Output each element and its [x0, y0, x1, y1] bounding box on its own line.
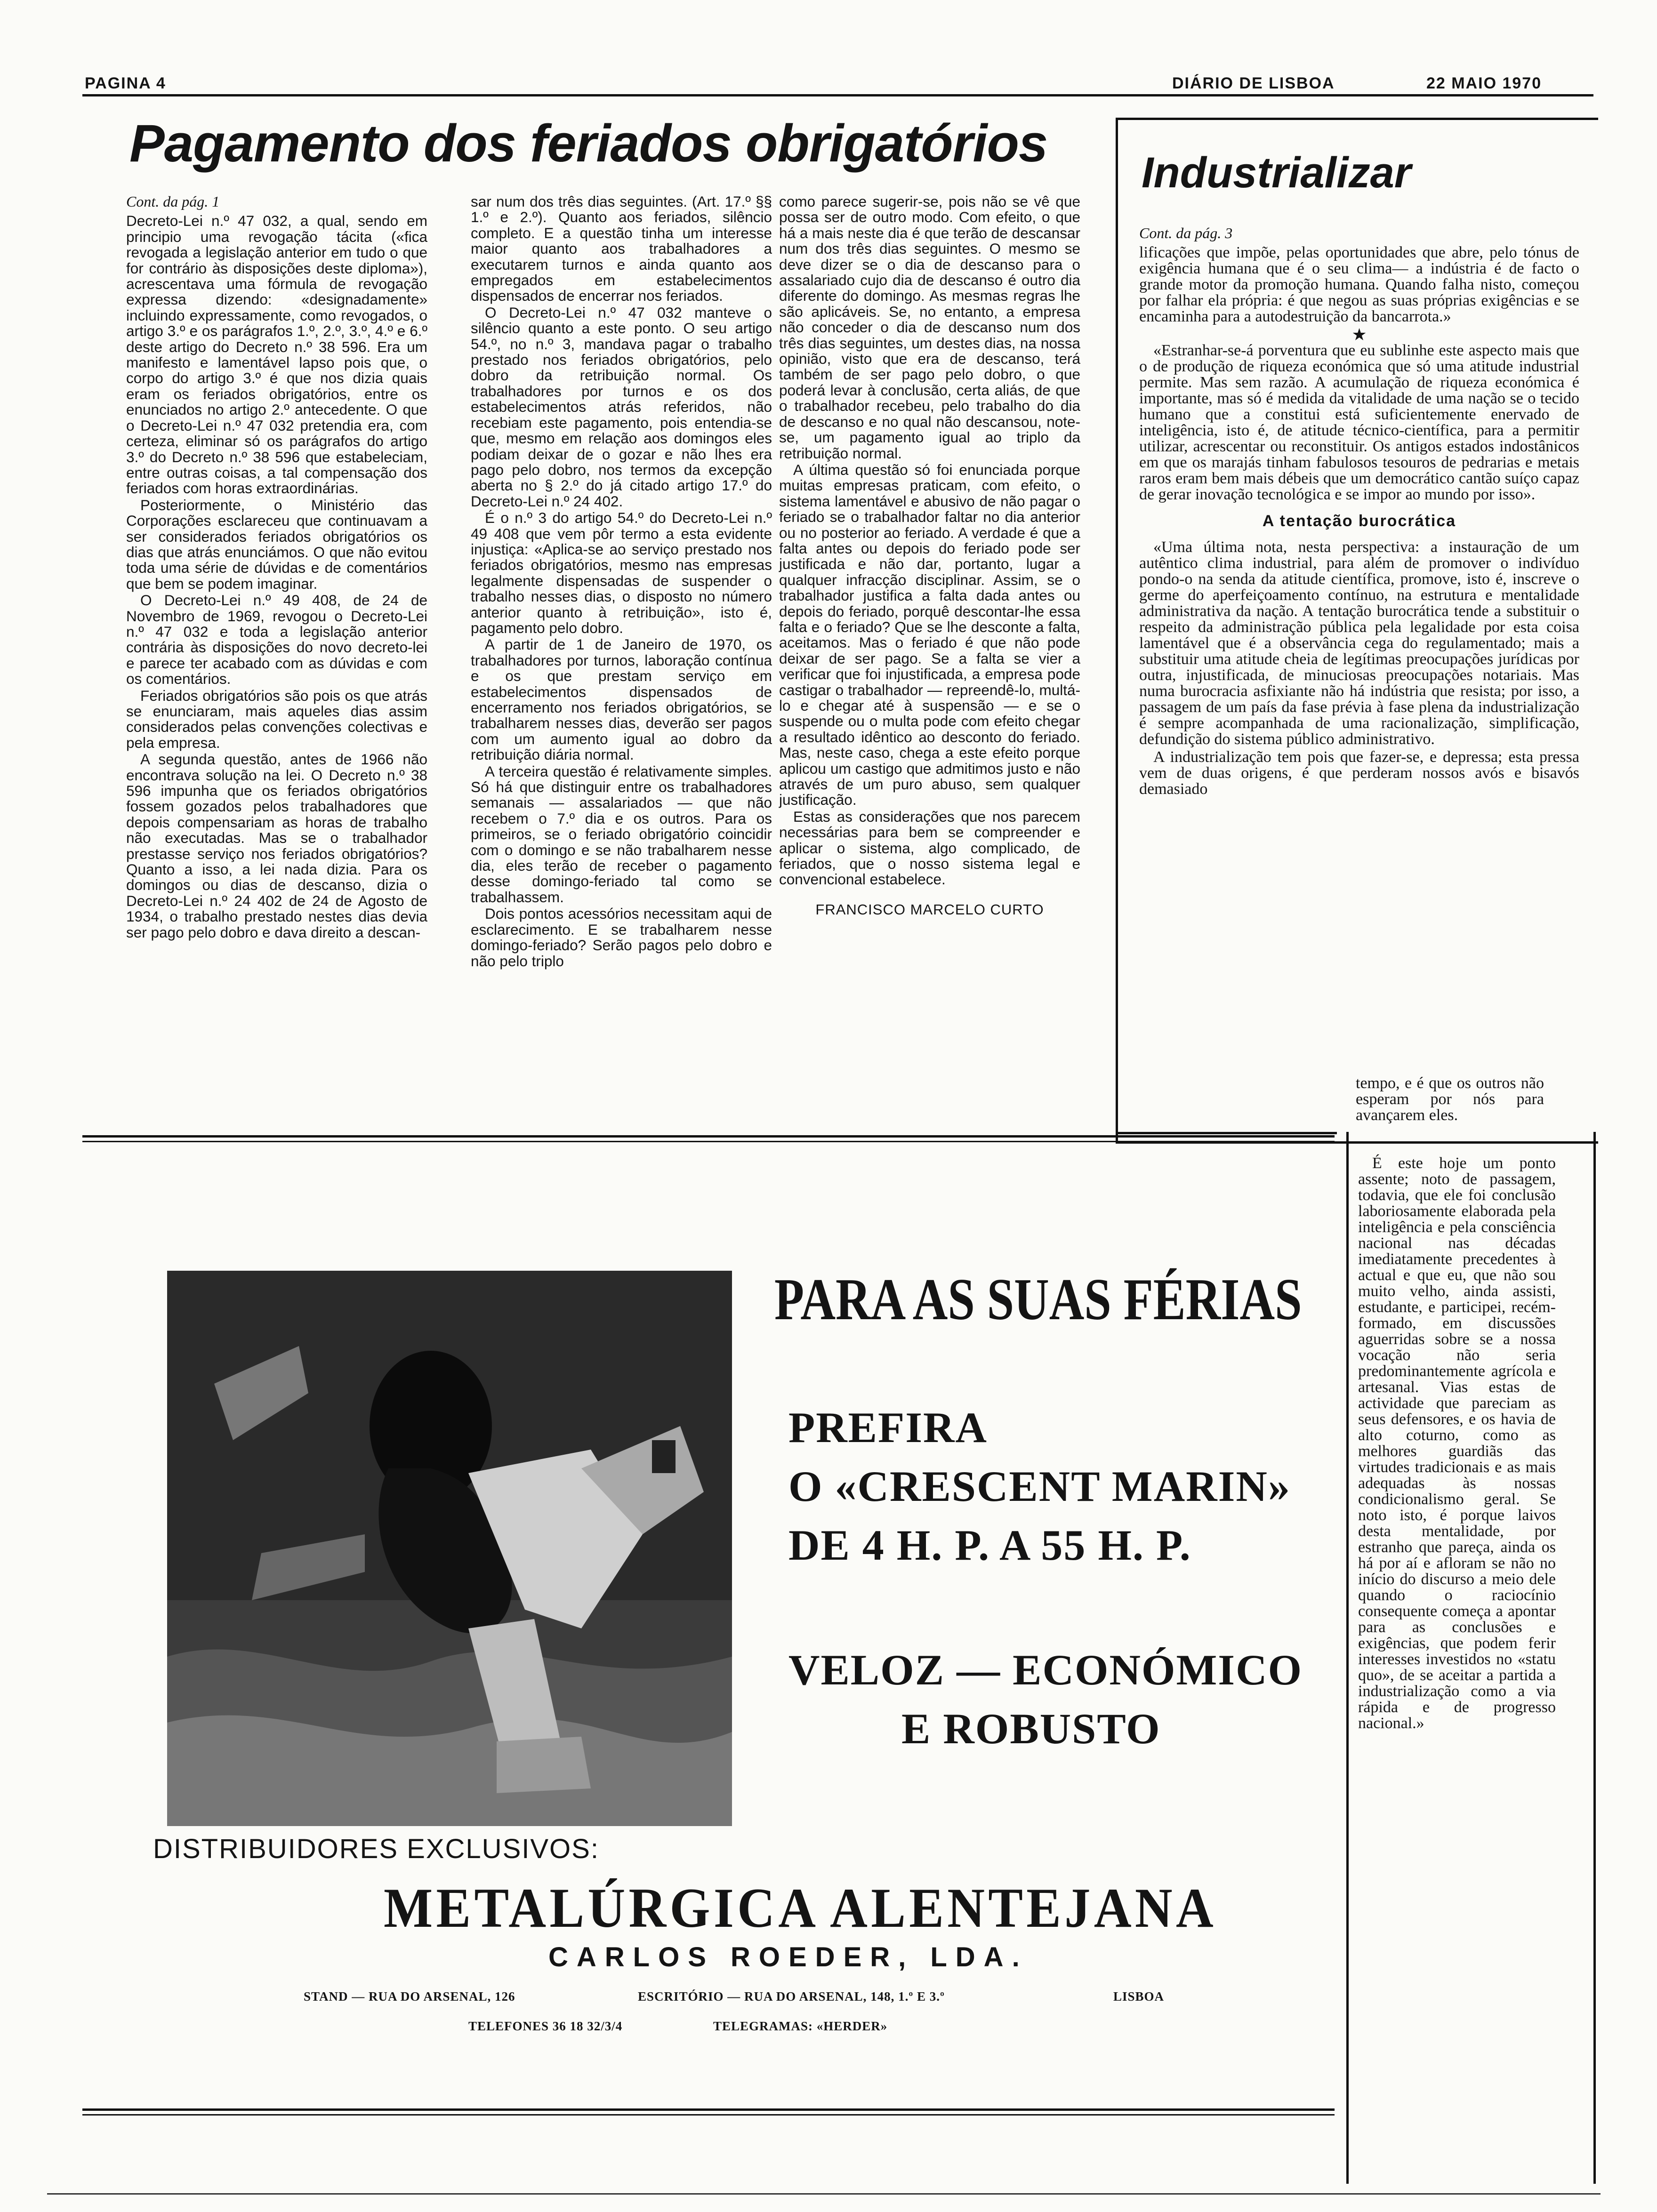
continuation-note: Cont. da pág. 1: [126, 193, 220, 210]
ad-line-4: VELOZ — ECONÓMICO: [788, 1646, 1303, 1694]
ad-line-2: O «CRESCENT MARIN»: [788, 1462, 1291, 1510]
section-rule-double: [82, 1141, 1335, 1142]
side-continuation-note: Cont. da pág. 3: [1139, 224, 1233, 241]
paragraph: O Decreto-Lei n.º 49 408, de 24 de Novembro de 1969, revogou o Decreto-Lei n.º 47 032 e toda a legislação anterior contrária às disposições do novo decreto-lei e parece ter acabado com as dúvidas e com os comentários.: [126, 592, 427, 688]
side-article-body: [1139, 225, 1579, 799]
newspaper-name: DIÁRIO DE LISBOA: [1172, 74, 1335, 92]
side-article-narrow-1: [1356, 1075, 1544, 1125]
paragraph: É este hoje um ponto assente; noto de passagem, todavia, que ele foi conclusão laboriosamente elaborada pela inteligência e pela consciência nacional nas décadas imediatamente precedentes à actual e que eu, que não sou muito velho, ainda assisti, estudante, e participei, recém-formado, em discussões aguerridas sobre se a nossa vocação não seria predominantemente agrícola e artesanal. Vias estas de actividade que pareciam as seus defensores, e os havia de alto coturno, como as melhores guardiãs das virtudes tradicionais e as mais adequadas às nossas condicionalismo geral. Se noto isto, é porque laivos desta mentalidade, por estranho que pareça, ainda os há por aí e afloram se não no início do discurso a meio dele quando o raciocínio consequente começa a apontar para as conclusões e exigências, que podem ferir interesses investidos no «statu quo», de se aceitar a partida a industrialização como a via rápida e de progresso nacional.»: [1358, 1154, 1556, 1732]
page-number: PAGINA 4: [85, 74, 166, 92]
ad-line-5: E ROBUSTO: [901, 1705, 1161, 1753]
paragraph: A industrialização tem pois que fazer-se, e depressa; esta pressa vem de duas origens, é que perderam nossos avós e bisavós demasiado: [1139, 748, 1579, 798]
ad-address-stand: STAND — RUA DO ARSENAL, 126: [304, 1989, 515, 2004]
narrow-column-right-rule: [1593, 1132, 1596, 2184]
paragraph: sar num dos três dias seguintes. (Art. 17.º §§ 1.º e 2.º). Quanto aos feriados, silêncio completo. E a questão tinha um interesse maior quanto aos trabalhadores a executarem turnos e ainda quanto aos empregados em estabelecimentos dispensados de encerrar nos feriados.: [471, 193, 772, 305]
ad-phones: TELEFONES 36 18 32/3/4: [468, 2019, 623, 2033]
paragraph: como parece sugerir-se, pois não se vê que possa ser de outro modo. Com efeito, o que há a mais neste dia é que terão de descansar num dos três dias seguintes. O mesmo se deve dizer se o dia de descanso para o assalariado cujo dia de descanso é outro dia diferente do domingo. As mesmas regras lhe são aplicáveis. Se, no entanto, a empresa não conceder o dia de descanso num dos três dias seguintes, um destes dias, na nossa opinião, visto que era de descanso, terá também de ser pago pelo dobro, o que poderá levar à conclusão, certa aliás, de que o trabalhador recebeu, pelo trabalho do dia de descanso e no qual não descansou, note-se, um pagamento igual ao triplo da retribuição normal.: [779, 193, 1080, 462]
paragraph: Feriados obrigatórios são pois os que atrás se enunciaram, mais aqueles dias assim considerados pelas convenções colectivas e pela empresa.: [126, 687, 427, 751]
page-bottom-rule: [47, 2193, 1601, 2195]
side-article-narrow-2: [1358, 1155, 1556, 1733]
star-separator: ★: [1351, 325, 1367, 344]
paragraph: É o n.º 3 do artigo 54.º do Decreto-Lei n.º 49 408 que vem pôr termo a esta evidente injustiça: «Aplica-se ao serviço prestado nos feriados obrigatórios, mesmo nas empresas legalmente dispensadas de suspender o trabalho nesses dias, o disposto no número anterior quanto à retribuição», isto é, pagamento pelo dobro.: [471, 509, 772, 636]
article-column-2: [471, 194, 772, 970]
paragraph: Decreto-Lei n.º 47 032, a qual, sendo em principio uma revogação tácita («fica revogada a legislação anterior em tudo o que for contrário às disposições deste diploma»), acrescentava uma fórmula de revogação expressa dizendo: «designadamente» incluindo expressamente, como revogados, o artigo 3.º e os parágrafos 1.º, 2.º, 3.º, 4.º e 6.º deste artigo do Decreto n.º 38 596. Era um manifesto e lamentável lapso pois que, o corpo do artigo 3.º é que nos dizia quais eram os feriados obrigatórios, entre os enunciados no artigo 2.º antecedente. O que o Decreto-Lei n.º 47 032 pretendia era, com certeza, eliminar só os parágrafos do artigo 3.º do Decreto n.º 38 596 que estabeleciam, entre outras coisas, a tal compensação dos feriados com horas extraordinárias.: [126, 212, 427, 497]
paragraph: lificações que impõe, pelas oportunidades que abre, pelo tónus de exigência humana que é o seu clima— a indústria é de facto o grande motor da promoção humana. Quando falha nisto, começou por falhar ela própria: é que negou as suas próprias exigências e se encaminha para a autodestruição da bancarrota.»: [1139, 244, 1579, 325]
paragraph: Dois pontos acessórios necessitam aqui de esclarecimento. E se trabalharem nesse domingo-feriado? Serão pagos pelo dobro e não pelo triplo: [471, 905, 772, 970]
outboard-motor-photo: [167, 1271, 732, 1826]
section-rule: [82, 1135, 1335, 1138]
ad-brand-subtitle: CARLOS ROEDER, LDA.: [548, 1942, 1028, 1972]
ad-address-office: ESCRITÓRIO — RUA DO ARSENAL, 148, 1.º E 3.º: [638, 1989, 945, 2004]
ad-headline: PARA AS SUAS FÉRIAS: [774, 1267, 1302, 1332]
bottom-rule-double: [82, 2114, 1335, 2116]
side-box-bottom-rule: [1116, 1132, 1337, 1134]
ad-brand-name: METALÚRGICA ALENTEJANA: [384, 1876, 1217, 1939]
issue-date: 22 MAIO 1970: [1426, 74, 1542, 92]
ad-line-3: DE 4 H. P. A 55 H. P.: [788, 1521, 1191, 1569]
article-column-1: [126, 194, 427, 941]
article-title: Pagamento dos feriados obrigatórios: [129, 114, 1048, 173]
paragraph: O Decreto-Lei n.º 47 032 manteve o silêncio quanto a este ponto. O seu artigo 54.º, no n.º 3, mandava pagar o trabalho prestado nos feriados obrigatórios, pelo dobro da retribuição normal. Os trabalhadores por turnos e os dos estabelecimentos atrás referidos, não recebiam este pagamento, pois entendia-se que, mesmo em relação aos domingos eles podiam deixar de o gozar e não lhes era pago pelo dobro, nos termos da excepção aberta no § 2.º do já citado artigo 17.º do Decreto-Lei n.º 24 402.: [471, 304, 772, 510]
bottom-rule: [82, 2108, 1335, 2111]
paragraph: Posteriormente, o Ministério das Corporações esclareceu que continuavam a ser considerados feriados obrigatórios os dias que atrás enunciámos. O que não evitou toda uma série de dúvidas e de comentários que bem se podem imaginar.: [126, 496, 427, 592]
paragraph: «Uma última nota, nesta perspectiva: a instauração de um autêntico clima industrial, para além de promover o indivíduo pondo-o na senda da atitude científica, promove, isto é, inscreve o germe do aperfeiçoamento contínuo, na estrutura e mentalidade administrativa da nação. A tentação burocrática tende a substituir o respeito da administração pública pela legalidade por esta coisa lamentável que é a observância cega do regulamentado; mais a substituir uma atitude cheia de legítimas preocupações jurídicas por outra, injustificada, de minuciosas preocupações notariais. Mas numa burocracia asfixiante não há indústria que resista; por isso, a passagem de um país da fase prévia à fase plena da industrialização é sempre acompanhada de uma racionalização, simplificação, defundição do sistema público administrativo.: [1139, 538, 1579, 748]
ad-line-1: PREFIRA: [788, 1403, 988, 1451]
author-signature: FRANCISCO MARCELO CURTO: [815, 901, 1044, 918]
article-column-3: [779, 194, 1080, 917]
ad-city: LISBOA: [1113, 1989, 1165, 2004]
header-rule: [82, 94, 1593, 96]
ad-distributors-label: DISTRIBUIDORES EXCLUSIVOS:: [153, 1834, 599, 1864]
paragraph: A terceira questão é relativamente simples. Só há que distinguir entre os trabalhadores semanais — assalariados — que não recebem o 7.º dia e os outros. Para os primeiros, se o feriado obrigatório coincidir com o domingo e se não trabalharem nesse dia, eles terão de receber o pagamento desse domingo-feriado tal como se trabalhassem.: [471, 762, 772, 906]
paragraph: «Estranhar-se-á porventura que eu sublinhe este aspecto mais que o de produção de riqueza económica que só uma atitude industrial permite. Mas sem razão. A acumulação de riqueza económica é importante, mas só é medida da vitalidade de uma nação se o tecido humano que a constitui está suficientemente enervado de inteligência, isto é, de atitude técnico-científica, para a permitir utilizar, acrescentar ou reconstituir. Os antigos estados indostânicos em que os marajás tinham fabulosos tesouros de pedrarias e metais raros eram bem mais débeis que um democrático cantão suíço capaz de gerar inovação tecnológica e se impor ao mundo por isso».: [1139, 342, 1579, 503]
side-article-title: Industrializar: [1142, 149, 1411, 197]
paragraph: Estas as considerações que nos parecem necessárias para bem se compreender e aplicar o sistema, algo complicado, de feriados, que o nosso sistema legal e convencional estabelece.: [779, 808, 1080, 888]
paragraph: tempo, e é que os outros não esperam por nós para avançarem eles.: [1356, 1074, 1544, 1124]
paragraph: A segunda questão, antes de 1966 não encontrava solução na lei. O Decreto n.º 38 596 impunha que os feriados obrigatórios fossem gozados pelos trabalhadores que depois compensariam as horas de trabalho não executadas. Mas se o trabalhador prestasse serviço nos feriados obrigatórios? Quanto a isso, a lei nada dizia. Para os domingos ou dias de descanso, dizia o Decreto-Lei n.º 24 402 de 24 de Agosto de 1934, o trabalho prestado nestes dias devia ser pago pelo dobro e dava direito a descan-: [126, 751, 427, 941]
ad-telegrams: TELEGRAMAS: «HERDER»: [713, 2019, 888, 2033]
narrow-column-rule: [1346, 1132, 1349, 2184]
outboard-motor-image: [167, 1271, 732, 1826]
side-subheading: A tentação burocrática: [1262, 512, 1456, 530]
paragraph: A partir de 1 de Janeiro de 1970, os trabalhadores por turnos, laboração contínua e os que prestam serviço em estabelecimentos dispensados de encerramento nos feriados obrigatórios, se trabalharem nesses dias, deverão ser pagos com um aumento igual ao dobro da retribuição diária normal.: [471, 636, 772, 763]
advertisement: [120, 1224, 1325, 2080]
paragraph: A última questão só foi enunciada porque muitas empresas praticam, com efeito, o sistema lamentável e abusivo de não pagar o feriado se o trabalhador faltar no dia anterior ou no posterior ao feriado. A verdade é que a falta antes ou depois do feriado pode ser justificada e não dar, portanto, lugar a qualquer infracção disciplinar. Assim, se o trabalhador justifica a falta dada antes ou depois do feriado, porquê descontar-lhe essa falta e o feriado? Que se lhe desconte a falta, aceitamos. Mas o feriado é que não pode deixar de ser pago. Se a falta se vier a verificar que foi injustificada, a empresa pode castigar o trabalhador — repreendê-lo, multá-lo e chegar até à suspensão — e se o suspende ou o multa pode com efeito chegar a resultado idêntico ao desconto do feriado. Mas, neste caso, chega a este efeito porque aplicou um castigo que admitimos justo e não através de um puro abuso, sem qualquer justificação.: [779, 461, 1080, 809]
